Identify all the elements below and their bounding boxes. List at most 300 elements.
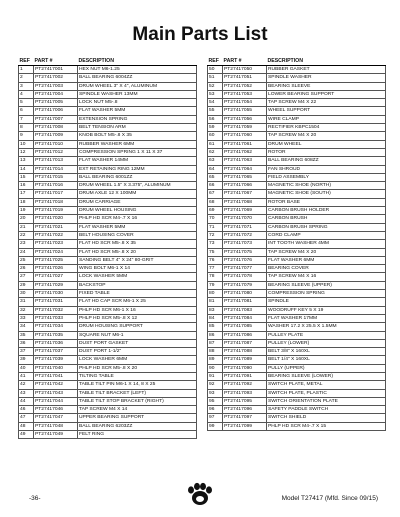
table-row (19, 265, 197, 273)
table-row (208, 306, 386, 314)
description-cell: BELT TENSION ARM (78, 124, 197, 132)
part-number-cell: PT27417020 (34, 215, 78, 223)
part-number-cell: PT27417007 (34, 115, 78, 123)
ref-cell: 29 (19, 281, 34, 289)
table-row (19, 414, 197, 422)
table-row (208, 356, 386, 364)
part-number-cell: PT27417066 (223, 182, 267, 190)
description-cell: SPINDLE WASHER (267, 74, 386, 82)
part-number-cell: PT27417002 (34, 74, 78, 82)
ref-cell: 52 (208, 82, 223, 90)
ref-cell: 12 (19, 148, 34, 156)
table-row (19, 331, 197, 339)
table-row (208, 173, 386, 181)
table-row (19, 215, 197, 223)
table-row (208, 348, 386, 356)
part-number-cell: PT27417097 (223, 414, 267, 422)
ref-cell: 73 (208, 240, 223, 248)
ref-cell: 87 (208, 339, 223, 347)
ref-cell: 23 (19, 240, 34, 248)
part-number-cell: PT27417023 (34, 240, 78, 248)
parts-table-right (207, 57, 386, 431)
part-number-cell: PT27417092 (223, 381, 267, 389)
description-cell: LOCK WASHER 5MM (78, 273, 197, 281)
part-number-cell: PT27417017 (34, 190, 78, 198)
part-number-cell: PT27417088 (223, 348, 267, 356)
part-number-cell: PT27417009 (34, 132, 78, 140)
description-cell: DRUM AXLE 12 X 100MM (78, 190, 197, 198)
table-row (19, 397, 197, 405)
table-header-row (208, 57, 386, 66)
table-row (19, 207, 197, 215)
description-cell: RECTIFIER KBPC1504 (267, 124, 386, 132)
part-number-cell: PT27417076 (223, 256, 267, 264)
part-number-cell: PT27417056 (223, 115, 267, 123)
part-number-cell: PT27417022 (34, 231, 78, 239)
part-number-cell: PT27417063 (223, 157, 267, 165)
ref-cell: 76 (208, 256, 223, 264)
table-row (19, 124, 197, 132)
part-number-cell: PT27417042 (34, 381, 78, 389)
part-number-cell: PT27417037 (34, 348, 78, 356)
ref-cell: 18 (19, 198, 34, 206)
ref-cell: 63 (208, 157, 223, 165)
table-row (19, 298, 197, 306)
ref-cell: 53 (208, 90, 223, 98)
table-row (208, 406, 386, 414)
ref-cell: 16 (19, 182, 34, 190)
part-number-cell: PT27417030 (34, 290, 78, 298)
part-number-cell: PT27417040 (34, 364, 78, 372)
description-cell: LOCK NUT M5-.8 (78, 99, 197, 107)
description-cell: PHLP HD SCR M4-.7 X 15 (267, 422, 386, 430)
description-cell: TAP SCREW M4 X 14 (78, 406, 197, 414)
ref-cell: 79 (208, 281, 223, 289)
ref-cell: 56 (208, 115, 223, 123)
description-cell: PULLEY PLATE (267, 331, 386, 339)
ref-cell: 75 (208, 248, 223, 256)
ref-cell: 31 (19, 298, 34, 306)
part-number-cell: PT27417096 (223, 406, 267, 414)
description-cell: UPPER BEARING SUPPORT (78, 414, 197, 422)
ref-cell: 5 (19, 99, 34, 107)
description-cell: SPINDLE (267, 298, 386, 306)
ref-cell: 59 (208, 124, 223, 132)
table-row (19, 99, 197, 107)
table-row (19, 314, 197, 322)
part-number-cell: PT27417026 (34, 265, 78, 273)
description-cell: BALL BEARING 608ZZ (267, 157, 386, 165)
ref-cell: 92 (208, 381, 223, 389)
description-cell: WASHER 17.2 X 25.5 X 1.5MM (267, 323, 386, 331)
description-cell: TAP SCREW M4 X 22 (267, 99, 386, 107)
description-cell: WIRE CLAMP (267, 115, 386, 123)
part-number-cell: PT27417039 (34, 356, 78, 364)
table-row (19, 240, 197, 248)
ref-cell: 72 (208, 231, 223, 239)
description-cell: FELT RING (78, 431, 197, 439)
description-cell: SPINDLE WASHER 13MM (78, 90, 197, 98)
table-row (19, 256, 197, 264)
table-row (208, 198, 386, 206)
description-cell: TILTING TABLE (78, 372, 197, 380)
part-number-cell: PT27417053 (223, 90, 267, 98)
description-cell: SWITCH ORIENTATION PLATE (267, 397, 386, 405)
ref-cell: 40 (19, 364, 34, 372)
part-number-cell: PT27417055 (223, 107, 267, 115)
description-cell: BALL BEARING 6203ZZ (78, 422, 197, 430)
ref-cell: 80 (208, 290, 223, 298)
part-number-cell: PT27417019 (34, 207, 78, 215)
table-row (208, 339, 386, 347)
header-ref: REF (19, 57, 34, 66)
description-cell: SWITCH PLATE, PLASTIC (267, 389, 386, 397)
description-cell: BEARING SLEEVE (267, 82, 386, 90)
page-number: -36- (29, 495, 41, 502)
ref-cell: 91 (208, 372, 223, 380)
table-row (208, 414, 386, 422)
ref-cell: 14 (19, 165, 34, 173)
table-row (19, 431, 197, 439)
table-row (19, 107, 197, 115)
part-number-cell: PT27417018 (34, 198, 78, 206)
description-cell: KNOB BOLT M5-.8 X 35 (78, 132, 197, 140)
table-row (19, 348, 197, 356)
ref-cell: 35 (19, 331, 34, 339)
table-row (208, 215, 386, 223)
part-number-cell: PT27417048 (34, 422, 78, 430)
table-row (208, 298, 386, 306)
description-cell: COMPRESSION SPRING 1 X 11 X 37 (78, 148, 197, 156)
description-cell: PHLP HD SCR M5-.8 X 12 (78, 314, 197, 322)
description-cell: LOCK WASHER 6MM (78, 356, 197, 364)
part-number-cell: PT27417075 (223, 248, 267, 256)
part-number-cell: PT27417060 (223, 132, 267, 140)
ref-cell: 33 (19, 314, 34, 322)
description-cell: BALL BEARING 6001ZZ (78, 173, 197, 181)
table-row (208, 140, 386, 148)
part-number-cell: PT27417008 (34, 124, 78, 132)
ref-cell: 83 (208, 306, 223, 314)
table-row (208, 124, 386, 132)
ref-cell: 51 (208, 74, 223, 82)
table-row (208, 314, 386, 322)
part-number-cell: PT27417013 (34, 157, 78, 165)
part-number-cell: PT27417050 (223, 66, 267, 74)
ref-cell: 49 (19, 431, 34, 439)
ref-cell: 30 (19, 290, 34, 298)
ref-cell: 1 (19, 66, 34, 74)
table-row (19, 248, 197, 256)
ref-cell: 25 (19, 256, 34, 264)
table-row (208, 74, 386, 82)
ref-cell: 44 (19, 397, 34, 405)
part-number-cell: PT27417032 (34, 306, 78, 314)
description-cell: DRUM WHEEL 1.5" X 3.375", ALUMINUM (78, 182, 197, 190)
description-cell: PHLP HD SCR M4-.7 X 16 (78, 215, 197, 223)
part-number-cell: PT27417065 (223, 173, 267, 181)
description-cell: PHLP HD SCR M6-1 X 16 (78, 306, 197, 314)
ref-cell: 19 (19, 207, 34, 215)
table-row (208, 331, 386, 339)
part-number-cell: PT27417003 (34, 82, 78, 90)
ref-cell: 90 (208, 364, 223, 372)
table-row (19, 90, 197, 98)
ref-cell: 50 (208, 66, 223, 74)
table-row (19, 406, 197, 414)
ref-cell: 85 (208, 323, 223, 331)
header-description: DESCRIPTION (78, 57, 197, 66)
table-row (208, 182, 386, 190)
ref-cell: 54 (208, 99, 223, 107)
part-number-cell: PT27417085 (223, 323, 267, 331)
ref-cell: 8 (19, 124, 34, 132)
ref-cell: 36 (19, 339, 34, 347)
table-row (19, 364, 197, 372)
description-cell: RUBBER WASHER 6MM (78, 140, 197, 148)
description-cell: SWITCH PLATE, METAL (267, 381, 386, 389)
ref-cell: 20 (19, 215, 34, 223)
table-row (19, 190, 197, 198)
ref-cell: 95 (208, 397, 223, 405)
table-row (208, 82, 386, 90)
part-number-cell: PT27417041 (34, 372, 78, 380)
description-cell: TABLE TILT STOP BRACKET (RIGHT) (78, 397, 197, 405)
ref-cell: 26 (19, 265, 34, 273)
description-cell: FLAT WASHER 6MM (267, 256, 386, 264)
table-row (208, 381, 386, 389)
part-number-cell: PT27417027 (34, 273, 78, 281)
description-cell: TAP SCREW M4 X 20 (267, 248, 386, 256)
bear-paw-logo-icon (186, 482, 214, 508)
part-number-cell: PT27417024 (34, 248, 78, 256)
table-row (19, 82, 197, 90)
part-number-cell: PT27417086 (223, 331, 267, 339)
ref-cell: 42 (19, 381, 34, 389)
description-cell: TAP SCREW M4 X 16 (267, 273, 386, 281)
part-number-cell: PT27417083 (223, 306, 267, 314)
description-cell: CORD CLAMP (267, 231, 386, 239)
description-cell: COMPRESSION SPRING (267, 290, 386, 298)
table-row (19, 173, 197, 181)
model-label: Model T27417 (Mfd. Since 09/15) (281, 495, 378, 502)
table-row (19, 66, 197, 74)
table-row (208, 223, 386, 231)
table-row (208, 190, 386, 198)
ref-cell: 3 (19, 82, 34, 90)
part-number-cell: PT27417047 (34, 414, 78, 422)
ref-cell: 10 (19, 140, 34, 148)
ref-cell: 9 (19, 132, 34, 140)
description-cell: SANDING BELT 4" X 24" 80-GRIT (78, 256, 197, 264)
ref-cell: 71 (208, 223, 223, 231)
description-cell: FAN SHROUD (267, 165, 386, 173)
part-number-cell: PT27417051 (223, 74, 267, 82)
part-number-cell: PT27417025 (34, 256, 78, 264)
part-number-cell: PT27417095 (223, 397, 267, 405)
part-number-cell: PT27417080 (223, 290, 267, 298)
ref-cell: 47 (19, 414, 34, 422)
table-row (19, 339, 197, 347)
description-cell: SWITCH SHIELD (267, 414, 386, 422)
description-cell: BELT HOUSING COVER (78, 231, 197, 239)
part-number-cell: PT27417015 (34, 173, 78, 181)
description-cell: DUST PORT GASKET (78, 339, 197, 347)
description-cell: TABLE TILT PIN M6-1 X 14, 8 X 25 (78, 381, 197, 389)
part-number-cell: PT27417054 (223, 99, 267, 107)
part-number-cell: PT27417016 (34, 182, 78, 190)
description-cell: EXTENSION SPRING (78, 115, 197, 123)
part-number-cell: PT27417046 (34, 406, 78, 414)
ref-cell: 70 (208, 215, 223, 223)
description-cell: DRUM WHEEL (267, 140, 386, 148)
description-cell: CARBON BRUSH HOLDER (267, 207, 386, 215)
part-number-cell: PT27417035 (34, 331, 78, 339)
description-cell: DRUM CARRIAGE (78, 198, 197, 206)
part-number-cell: PT27417059 (223, 124, 267, 132)
ref-cell: 61 (208, 140, 223, 148)
description-cell: SQUARE NUT M6-1 (78, 331, 197, 339)
ref-cell: 22 (19, 231, 34, 239)
table-row (208, 397, 386, 405)
description-cell: FLAT HD SCR M5-.8 X 35 (78, 240, 197, 248)
page-title: Main Parts List (132, 24, 268, 45)
part-number-cell: PT27417004 (34, 90, 78, 98)
table-row (208, 107, 386, 115)
ref-cell: 43 (19, 389, 34, 397)
table-row (19, 372, 197, 380)
ref-cell: 15 (19, 173, 34, 181)
ref-cell: 4 (19, 90, 34, 98)
part-number-cell: PT27417033 (34, 314, 78, 322)
page-footer (0, 482, 400, 512)
table-row (208, 207, 386, 215)
part-number-cell: PT27417087 (223, 339, 267, 347)
part-number-cell: PT27417090 (223, 364, 267, 372)
table-row (208, 323, 386, 331)
ref-cell: 86 (208, 331, 223, 339)
table-row (19, 306, 197, 314)
table-row (208, 256, 386, 264)
ref-cell: 32 (19, 306, 34, 314)
table-row (208, 165, 386, 173)
part-number-cell: PT27417071 (223, 223, 267, 231)
part-number-cell: PT27417014 (34, 165, 78, 173)
part-number-cell: PT27417079 (223, 281, 267, 289)
ref-cell: 13 (19, 157, 34, 165)
parts-table-left (18, 57, 197, 439)
table-row (19, 165, 197, 173)
table-row (208, 240, 386, 248)
header-ref: REF (208, 57, 223, 66)
description-cell: FLAT HD SCR M5-.8 X 20 (78, 248, 197, 256)
description-cell: DRUM HOUSING SUPPORT (78, 323, 197, 331)
description-cell: BEARING COVER (267, 265, 386, 273)
ref-cell: 55 (208, 107, 223, 115)
description-cell: RUBBER GASKET (267, 66, 386, 74)
ref-cell: 67 (208, 190, 223, 198)
description-cell: BEARING SLEEVE (UPPER) (267, 281, 386, 289)
table-row (19, 290, 197, 298)
table-row (208, 99, 386, 107)
part-number-cell: PT27417044 (34, 397, 78, 405)
part-number-cell: PT27417062 (223, 148, 267, 156)
table-row (208, 290, 386, 298)
table-row (208, 389, 386, 397)
description-cell: BELT 1/4" X 160XL (267, 356, 386, 364)
ref-cell: 65 (208, 173, 223, 181)
table-row (208, 422, 386, 430)
part-number-cell: PT27417006 (34, 107, 78, 115)
header-description: DESCRIPTION (267, 57, 386, 66)
part-number-cell: PT27417029 (34, 281, 78, 289)
table-row (19, 74, 197, 82)
ref-cell: 88 (208, 348, 223, 356)
ref-cell: 84 (208, 314, 223, 322)
ref-cell: 17 (19, 190, 34, 198)
part-number-cell: PT27417067 (223, 190, 267, 198)
description-cell: PULLEY (LOWER) (267, 339, 386, 347)
table-row (19, 381, 197, 389)
part-number-cell: PT27417005 (34, 99, 78, 107)
table-row (19, 273, 197, 281)
description-cell: DUST PORT 1-1/2" (78, 348, 197, 356)
ref-cell: 78 (208, 273, 223, 281)
part-number-cell: PT27417010 (34, 140, 78, 148)
description-cell: LOWER BEARING SUPPORT (267, 90, 386, 98)
ref-cell: 69 (208, 207, 223, 215)
ref-cell: 37 (19, 348, 34, 356)
ref-cell: 34 (19, 323, 34, 331)
table-row (19, 132, 197, 140)
table-row (208, 132, 386, 140)
header-part: PART # (223, 57, 267, 66)
ref-cell: 46 (19, 406, 34, 414)
table-row (208, 148, 386, 156)
table-row (208, 364, 386, 372)
part-number-cell: PT27417069 (223, 207, 267, 215)
part-number-cell: PT27417052 (223, 82, 267, 90)
description-cell: FLAT WASHER 5MM (78, 107, 197, 115)
description-cell: WOODRUFF KEY 5 X 19 (267, 306, 386, 314)
table-row (208, 115, 386, 123)
description-cell: ROTOR (267, 148, 386, 156)
description-cell: MAGNETIC SHOE (SOUTH) (267, 190, 386, 198)
description-cell: INT TOOTH WASHER 4MM (267, 240, 386, 248)
ref-cell: 81 (208, 298, 223, 306)
table-row (19, 115, 197, 123)
description-cell: FLAT WASHER 5MM (78, 223, 197, 231)
description-cell: FLAT HD CAP SCR M6-1 X 25 (78, 298, 197, 306)
part-number-cell: PT27417064 (223, 165, 267, 173)
table-row (208, 248, 386, 256)
description-cell: WHEEL SUPPORT (267, 107, 386, 115)
table-row (208, 157, 386, 165)
description-cell: FIXED TABLE (78, 290, 197, 298)
description-cell: CARBON BRUSH SPRING (267, 223, 386, 231)
ref-cell: 7 (19, 115, 34, 123)
part-number-cell: PT27417099 (223, 422, 267, 430)
description-cell: HEX NUT M6-1.25 (78, 66, 197, 74)
part-number-cell: PT27417089 (223, 356, 267, 364)
table-row (208, 281, 386, 289)
ref-cell: 66 (208, 182, 223, 190)
part-number-cell: PT27417068 (223, 198, 267, 206)
ref-cell: 99 (208, 422, 223, 430)
header-part: PART # (34, 57, 78, 66)
ref-cell: 97 (208, 414, 223, 422)
table-row (19, 323, 197, 331)
